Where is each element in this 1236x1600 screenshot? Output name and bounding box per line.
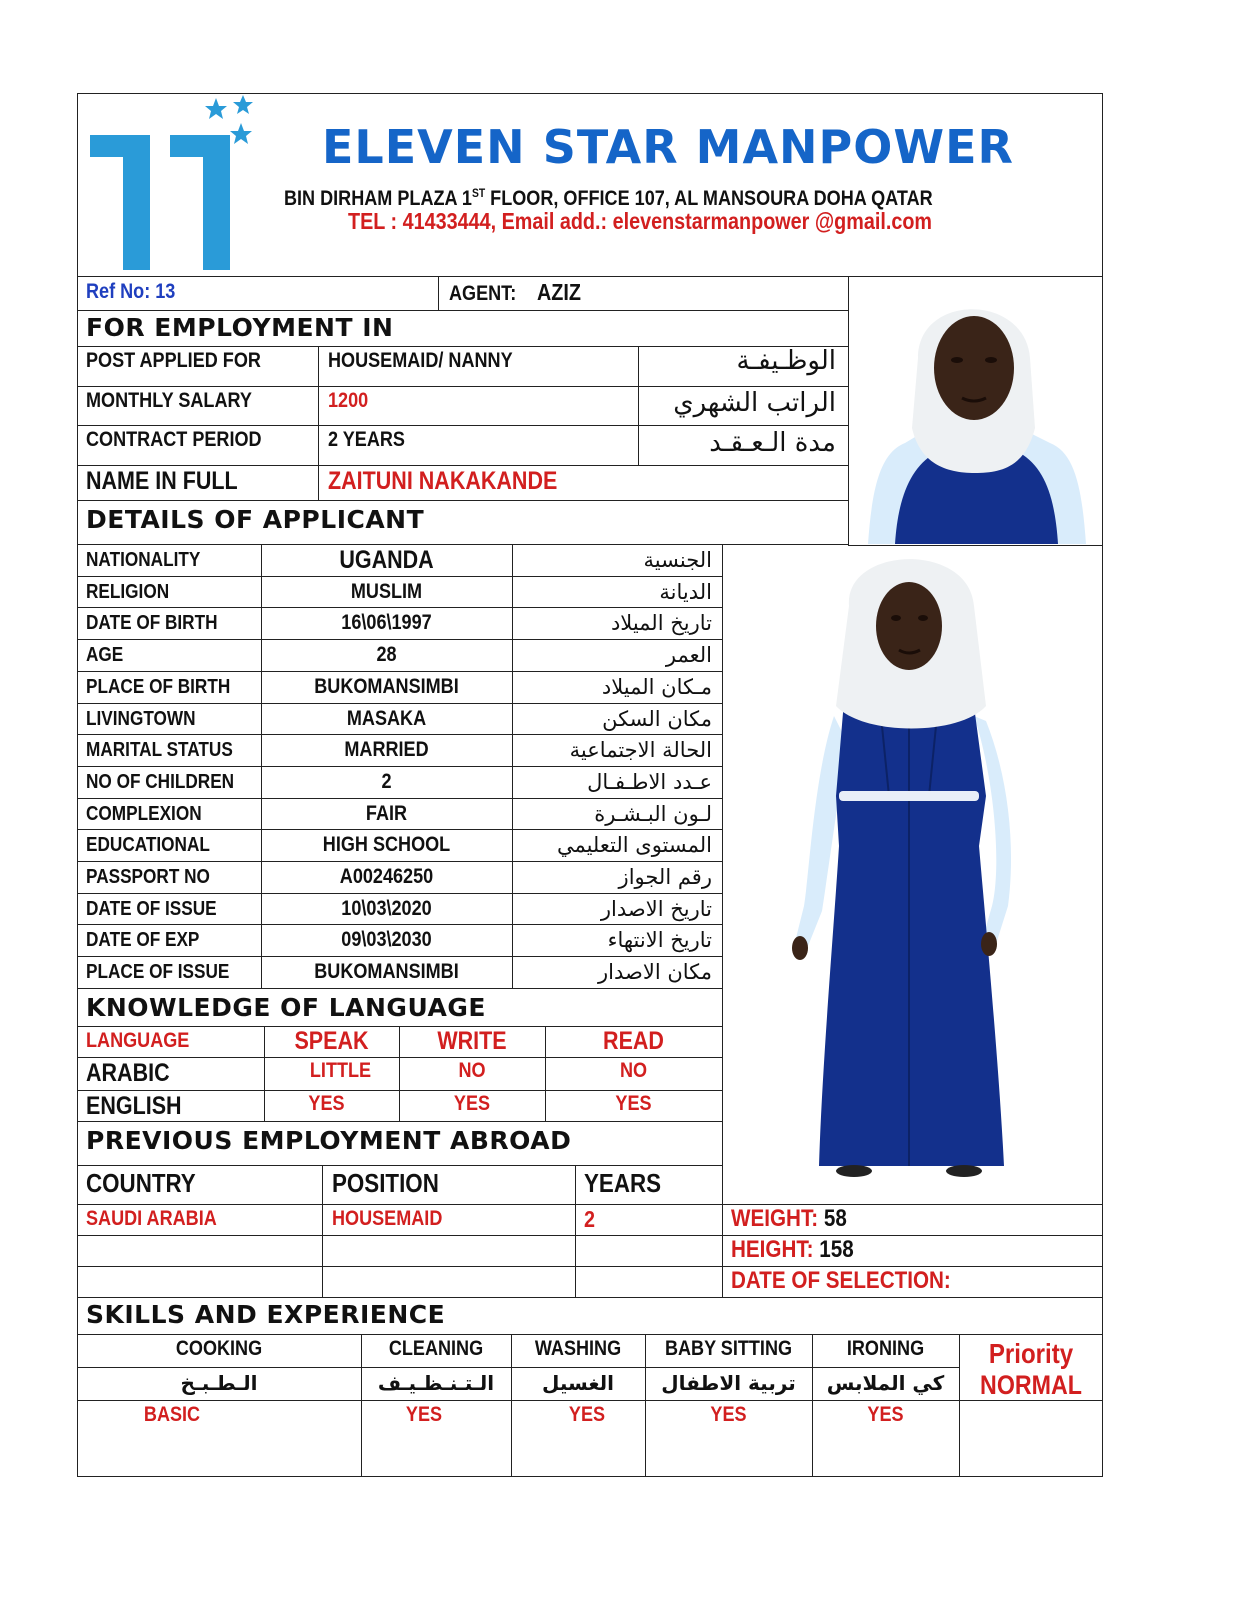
detail-arabic: المستوى التعليمي: [556, 833, 712, 857]
detail-arabic: مكان السكن: [602, 707, 712, 731]
detail-value: 28: [376, 643, 397, 666]
ref-number: Ref No: 13: [86, 280, 176, 303]
prev-position: HOUSEMAID: [332, 1207, 443, 1230]
detail-arabic: الديانة: [659, 580, 712, 604]
label-contract: CONTRACT PERIOD: [86, 428, 262, 451]
star-icon: [233, 95, 253, 114]
skill-arabic-cleaning: الـتـنـظـيـف: [377, 1371, 495, 1395]
star-icon: [230, 123, 252, 144]
detail-arabic: مكان الاصدار: [598, 960, 712, 984]
rule: [77, 1367, 959, 1368]
lang-header-speak: SPEAK: [294, 1027, 369, 1055]
section-title-language: KNOWLEDGE OF LANGUAGE: [86, 993, 486, 1022]
skill-value-washing: YES: [568, 1403, 606, 1426]
detail-arabic: تاريخ الاصدار: [600, 897, 712, 921]
value-contract: 2 YEARS: [328, 428, 405, 451]
rule-vertical: [322, 1165, 323, 1297]
applicant-portrait-photo: [850, 278, 1102, 544]
detail-arabic: عـدد الاطـفـال: [587, 770, 712, 794]
height-field: [731, 1238, 854, 1262]
detail-arabic: رقم الجواز: [618, 865, 712, 889]
rule: [77, 1400, 1103, 1401]
weight-value: 58: [823, 1205, 847, 1232]
company-name: ELEVEN STAR MANPOWER: [322, 120, 1014, 174]
detail-label: DATE OF BIRTH: [86, 612, 218, 634]
detail-value: FAIR: [365, 802, 408, 825]
detail-arabic: الحالة الاجتماعية: [569, 738, 712, 762]
lang-arabic-read: NO: [619, 1059, 648, 1082]
rule: [77, 1204, 1103, 1205]
rule: [77, 1121, 722, 1122]
detail-value: 2: [381, 770, 392, 793]
rule: [77, 386, 848, 387]
weight-field: [731, 1207, 847, 1231]
skill-value-baby-sitting: YES: [710, 1403, 747, 1426]
rule: [77, 861, 722, 862]
rule: [77, 607, 722, 608]
skill-value-cleaning: YES: [405, 1403, 443, 1426]
company-contact: TEL : 41433444, Email add.: elevenstarmanpower @gmail.com: [348, 208, 932, 234]
rule-vertical: [812, 1334, 813, 1477]
rule: [77, 703, 722, 704]
rule: [77, 766, 722, 767]
rule: [77, 671, 722, 672]
skill-header-cooking: COOKING: [175, 1337, 263, 1360]
priority-value: NORMAL: [980, 1370, 1082, 1400]
rule: [77, 956, 722, 957]
skill-arabic-ironing: كي الملابس: [826, 1371, 945, 1395]
skill-arabic-baby-sitting: تربية الاطفال: [661, 1371, 796, 1395]
agent-label: AGENT:: [449, 282, 517, 305]
detail-arabic: الجنسية: [643, 548, 712, 572]
height-label: HEIGHT:: [731, 1236, 814, 1263]
rule: [77, 924, 722, 925]
agent-value: AZIZ: [537, 279, 581, 305]
rule: [77, 798, 722, 799]
detail-label: RELIGION: [86, 581, 170, 603]
skill-value-ironing: YES: [867, 1403, 904, 1426]
applicant-full-body-photo: [724, 546, 1102, 1202]
detail-label: DATE OF EXP: [86, 929, 200, 951]
rule: [77, 425, 848, 426]
rule-vertical: [645, 1334, 646, 1477]
rule-vertical: [545, 1026, 546, 1121]
rule-vertical: [438, 276, 439, 310]
rule: [77, 1165, 722, 1166]
lang-english-read: YES: [615, 1092, 652, 1115]
section-title-details: DETAILS OF APPLICANT: [86, 505, 425, 534]
rule: [77, 576, 722, 577]
detail-value: UGANDA: [339, 546, 434, 574]
rule-vertical: [848, 276, 849, 545]
detail-value: 10\03\2020: [341, 897, 432, 920]
arabic-contract: مدة الـعـقـد: [709, 428, 836, 458]
weight-label: WEIGHT:: [731, 1205, 819, 1232]
selection-date-label: DATE OF SELECTION:: [731, 1267, 951, 1294]
skill-header-cleaning: CLEANING: [388, 1337, 484, 1360]
lang-english-speak: YES: [308, 1092, 345, 1115]
rule-vertical: [722, 1204, 723, 1297]
detail-value: MASAKA: [346, 707, 427, 730]
section-title-previous: PREVIOUS EMPLOYMENT ABROAD: [86, 1126, 572, 1155]
skill-header-ironing: IRONING: [846, 1337, 925, 1360]
rule-vertical: [264, 1026, 265, 1121]
detail-label: MARITAL STATUS: [86, 739, 233, 761]
rule: [77, 639, 722, 640]
lang-arabic: ARABIC: [86, 1059, 170, 1087]
detail-value: HIGH SCHOOL: [322, 833, 451, 856]
rule: [77, 346, 848, 347]
height-value: 158: [819, 1236, 854, 1263]
skill-arabic-washing: الغسيل: [541, 1371, 615, 1395]
skill-header-washing: WASHING: [534, 1337, 622, 1360]
rule: [77, 500, 848, 501]
rule: [77, 1297, 1103, 1298]
lang-header-write: WRITE: [437, 1027, 507, 1055]
address-superscript: ST: [471, 186, 486, 200]
detail-value: MARRIED: [344, 738, 429, 761]
label-salary: MONTHLY SALARY: [86, 389, 252, 412]
detail-arabic: العمر: [665, 643, 712, 667]
rule: [77, 1235, 1103, 1236]
rule-vertical: [722, 544, 723, 1206]
detail-label: COMPLEXION: [86, 803, 202, 825]
rule-vertical: [261, 544, 262, 988]
prev-country: SAUDI ARABIA: [86, 1207, 217, 1230]
rule: [77, 988, 722, 989]
rule: [77, 465, 848, 466]
detail-arabic: تاريخ الانتهاء: [607, 928, 712, 952]
lang-header-language: LANGUAGE: [86, 1029, 190, 1052]
address-text: BIN DIRHAM PLAZA 1: [284, 187, 472, 210]
star-icon: [205, 98, 227, 119]
section-title-skills: SKILLS AND EXPERIENCE: [86, 1300, 446, 1329]
priority-label: Priority: [988, 1338, 1074, 1369]
lang-header-read: READ: [603, 1027, 664, 1055]
skill-arabic-cooking: الـطـبـخ: [180, 1371, 258, 1395]
value-post: HOUSEMAID/ NANNY: [328, 349, 513, 372]
detail-label: PASSPORT NO: [86, 866, 210, 888]
prev-header-country: COUNTRY: [86, 1168, 196, 1198]
arabic-salary: الراتب الشهري: [673, 388, 836, 418]
rule-vertical: [318, 346, 319, 500]
rule: [77, 310, 848, 311]
section-title-employment: FOR EMPLOYMENT IN: [86, 313, 394, 342]
detail-value: BUKOMANSIMBI: [314, 675, 459, 698]
detail-arabic: مـكان الميلاد: [601, 675, 712, 699]
rule: [77, 893, 722, 894]
detail-label: EDUCATIONAL: [86, 834, 210, 856]
label-full-name: NAME IN FULL: [86, 467, 238, 495]
detail-label: PLACE OF BIRTH: [86, 676, 231, 698]
value-salary: 1200: [328, 389, 369, 412]
detail-arabic: تاريخ الميلاد: [610, 611, 712, 635]
skill-value-cooking: BASIC: [143, 1403, 201, 1426]
arabic-post: الوظـيفـة: [736, 346, 836, 376]
detail-value: 16\06\1997: [341, 611, 432, 634]
prev-header-position: POSITION: [332, 1168, 439, 1198]
rule-header-bottom: [77, 276, 1103, 277]
rule-vertical: [399, 1026, 400, 1121]
lang-arabic-speak: LITTLE: [309, 1059, 372, 1082]
value-full-name: ZAITUNI NAKAKANDE: [328, 467, 558, 495]
detail-value: MUSLIM: [350, 580, 423, 603]
lang-english-write: YES: [453, 1092, 491, 1115]
detail-label: LIVINGTOWN: [86, 708, 196, 730]
detail-label: NO OF CHILDREN: [86, 771, 235, 793]
company-logo: [88, 95, 258, 275]
detail-label: NATIONALITY: [86, 549, 201, 571]
lang-english: ENGLISH: [86, 1092, 182, 1120]
detail-value: BUKOMANSIMBI: [314, 960, 459, 983]
rule: [77, 544, 848, 545]
rule-vertical: [511, 1334, 512, 1477]
detail-value: A00246250: [339, 865, 434, 888]
skill-header-baby-sitting: BABY SITTING: [664, 1337, 793, 1360]
logo-digit-one-right: [170, 135, 230, 270]
label-post: POST APPLIED FOR: [86, 349, 261, 372]
company-address: [284, 181, 933, 211]
address-text-rest: FLOOR, OFFICE 107, AL MANSOURA DOHA QATAR: [485, 187, 933, 210]
detail-label: DATE OF ISSUE: [86, 898, 217, 920]
lang-arabic-write: NO: [458, 1059, 486, 1082]
detail-value: 09\03\2030: [341, 928, 432, 951]
detail-label: PLACE OF ISSUE: [86, 961, 230, 983]
rule-vertical: [575, 1165, 576, 1297]
rule-vertical: [638, 346, 639, 465]
rule: [77, 1334, 1103, 1335]
rule: [77, 829, 722, 830]
rule: [77, 734, 722, 735]
prev-years: 2: [584, 1206, 596, 1232]
rule-vertical: [512, 544, 513, 988]
detail-label: AGE: [86, 644, 124, 666]
rule-vertical: [959, 1334, 960, 1477]
prev-header-years: YEARS: [584, 1168, 662, 1198]
logo-digit-one-left: [90, 135, 150, 270]
detail-arabic: لـون البـشـرة: [594, 802, 712, 826]
